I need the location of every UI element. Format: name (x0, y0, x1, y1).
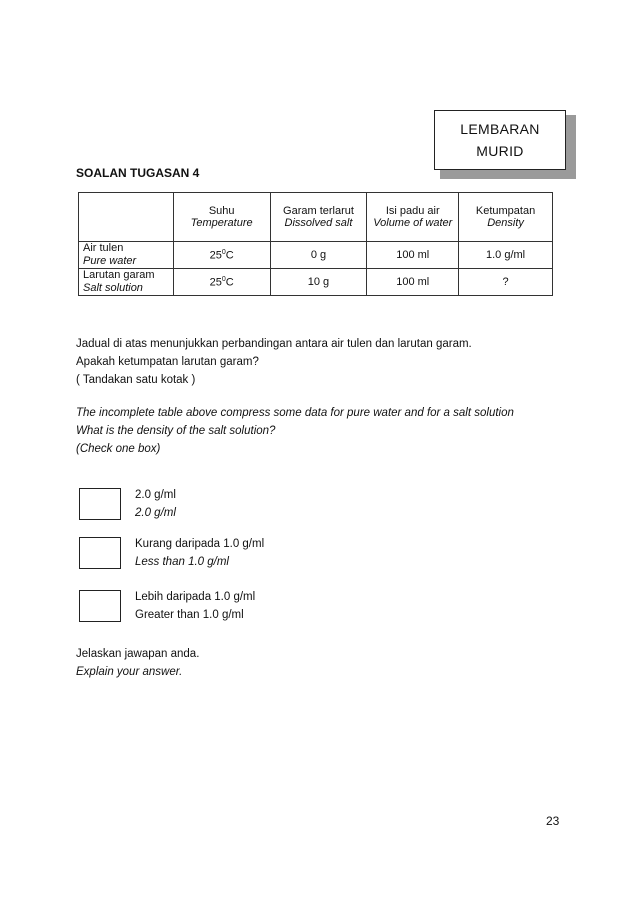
option-checkbox-greater-than[interactable] (79, 590, 121, 622)
option-text-malay: Lebih daripada 1.0 g/ml (135, 591, 256, 603)
header-cell-temperature (173, 193, 270, 242)
volume-cell: 100 ml (367, 242, 459, 269)
row-label-cell (79, 242, 174, 269)
temperature-value: 25 (209, 249, 222, 262)
option-text-malay: Kurang daripada 1.0 g/ml (135, 538, 265, 550)
temperature-value: 25 (209, 276, 222, 289)
temperature-unit: C (225, 276, 234, 289)
dissolved-salt-cell: 10 g (270, 269, 367, 296)
degree-superscript: 0 (221, 248, 226, 256)
option-text-malay: 2.0 g/ml (135, 489, 176, 501)
header-cell-volume (367, 193, 459, 242)
option-label-2-0 (135, 486, 176, 522)
explain-malay: Jelaskan jawapan anda. (76, 648, 200, 660)
dissolved-salt-cell: 0 g (270, 242, 367, 269)
row-label-english: Salt solution (83, 282, 143, 294)
comparison-table (78, 192, 553, 296)
option-label-less-than (135, 535, 264, 571)
header-english: Dissolved salt (284, 217, 353, 229)
instruction-line: What is the density of the salt solution? (76, 425, 276, 437)
stamp-line-1: LEMBARAN (460, 121, 540, 137)
header-malay: Isi padu air (385, 205, 440, 217)
instructions-english (76, 404, 514, 458)
table-header-row (79, 193, 553, 242)
table-row (79, 269, 553, 296)
explain-english: Explain your answer. (76, 666, 183, 678)
header-english: Temperature (190, 217, 253, 229)
explain-prompt (76, 645, 199, 681)
header-english: Volume of water (373, 217, 453, 229)
volume-cell: 100 ml (367, 269, 459, 296)
header-cell-density (459, 193, 553, 242)
page-number: 23 (546, 814, 560, 828)
instruction-line: Jadual di atas menunjukkan perbandingan antara air tulen dan larutan garam. (76, 338, 472, 350)
instruction-line: Apakah ketumpatan larutan garam? (76, 356, 259, 368)
row-label-english: Pure water (83, 255, 137, 267)
option-checkbox-less-than[interactable] (79, 537, 121, 569)
temperature-cell (173, 242, 270, 269)
option-label-greater-than (135, 588, 255, 624)
instruction-line: The incomplete table above compress some data for pure water and for a salt solution (76, 407, 514, 419)
instruction-line: (Check one box) (76, 443, 161, 455)
density-cell: 1.0 g/ml (459, 242, 553, 269)
header-empty-cell (79, 193, 174, 242)
degree-superscript: 0 (221, 275, 226, 283)
header-cell-dissolved-salt (270, 193, 367, 242)
instructions-malay (76, 335, 472, 389)
page-heading: SOALAN TUGASAN 4 (76, 166, 200, 180)
option-text-english: Greater than 1.0 g/ml (135, 609, 244, 621)
header-malay: Garam terlarut (283, 205, 354, 217)
header-malay: Suhu (208, 205, 235, 217)
option-text-english: Less than 1.0 g/ml (135, 556, 229, 568)
row-label-malay: Larutan garam (83, 269, 155, 281)
temperature-cell (173, 269, 270, 296)
header-english: Density (487, 217, 524, 229)
option-checkbox-2-0[interactable] (79, 488, 121, 520)
stamp-line-2: MURID (476, 143, 524, 159)
temperature-unit: C (225, 249, 234, 262)
instruction-line: ( Tandakan satu kotak ) (76, 374, 196, 386)
row-label-malay: Air tulen (83, 242, 124, 254)
header-malay: Ketumpatan (475, 205, 536, 217)
worksheet-label-box (434, 110, 566, 170)
table-row (79, 242, 553, 269)
option-text-english: 2.0 g/ml (135, 507, 176, 519)
density-cell: ? (459, 269, 553, 296)
row-label-cell (79, 269, 174, 296)
